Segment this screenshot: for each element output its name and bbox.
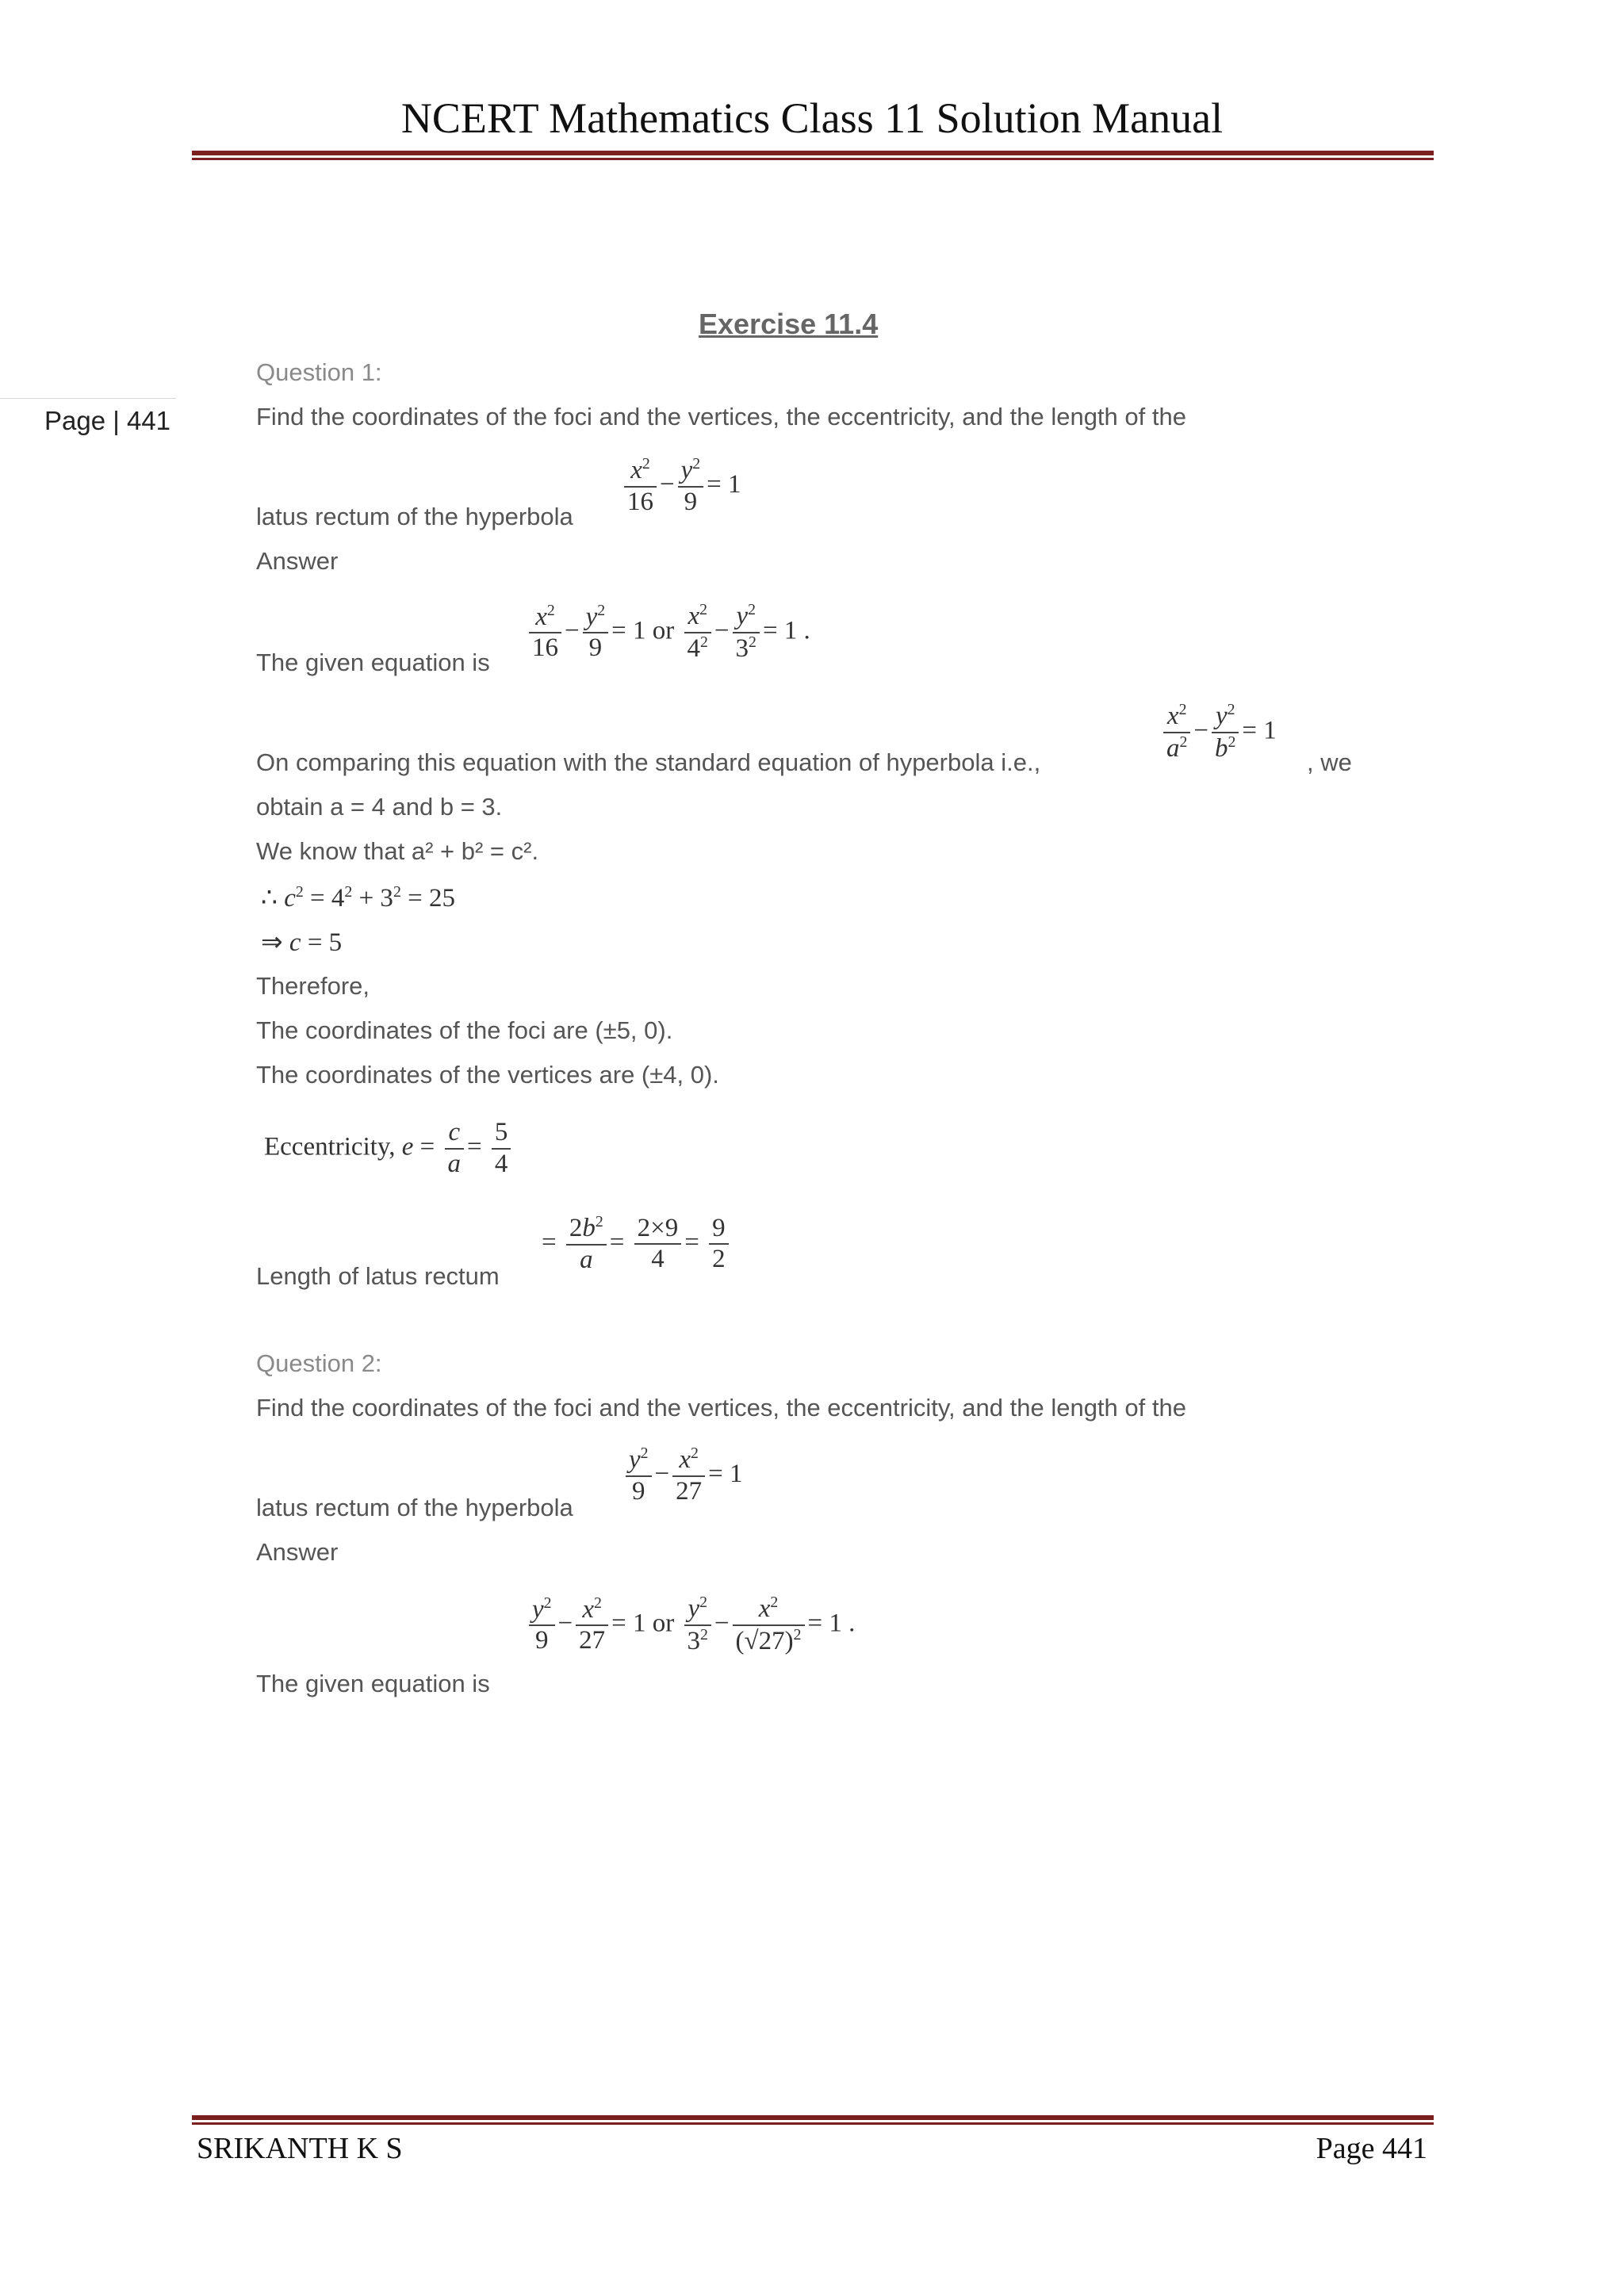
document-header-title: NCERT Mathematics Class 11 Solution Manual (400, 94, 1224, 142)
c-squared-computation: ∴ $c^2 = 4^2 + 3^2 = 25$ (261, 883, 455, 913)
latus-rectum-label: Length of latus rectum (256, 1262, 500, 1290)
question-2-text-line2: latus rectum of the hyperbola (256, 1494, 573, 1521)
eccentricity-label: Eccentricity, (264, 1132, 396, 1161)
question-2-heading: Question 2: (256, 1349, 382, 1377)
exercise-title: Exercise 11.4 (699, 308, 879, 340)
comparison-text: On comparing this equation with the standard equation of hyperbola i.e., (256, 748, 1041, 776)
answer-label-2: Answer (256, 1538, 339, 1566)
question-2-text: Find the coordinates of the foci and the vertices, the eccentricity, and the length of the (256, 1394, 1186, 1422)
margin-divider (0, 398, 176, 399)
eccentricity-equation: Eccentricity, e = $\frac{c}{a}$ = $\frac{5}{4}$ (264, 1118, 514, 1180)
therefore-text: Therefore, (256, 972, 370, 1000)
answer-label-1: Answer (256, 547, 339, 575)
given-equation-2: $\frac{y^2}{9}$ − $\frac{x^2}{27}$ = 1 or $\frac{y^2}{3^2}$ − $\frac{x^2}{(√27)^2}$ = 1 . (526, 1594, 855, 1657)
identity-text: We know that a² + b² = c². (256, 837, 539, 865)
footer-rule (192, 2115, 1434, 2120)
footer-page-number: Page 441 (1316, 2132, 1427, 2165)
footer-author: SRIKANTH K S (197, 2132, 403, 2165)
question-1-text: Find the coordinates of the foci and the vertices, the eccentricity, and the length of the (256, 403, 1186, 430)
given-equation-label-1: The given equation is (256, 649, 490, 676)
given-equation-label-2: The given equation is (256, 1670, 490, 1697)
question-1-text-line2: latus rectum of the hyperbola (256, 503, 573, 530)
question-1-heading: Question 1: (256, 358, 382, 386)
obtain-values-text: obtain a = 4 and b = 3. (256, 793, 503, 821)
c-value: ⇒ c = 5 (261, 928, 343, 957)
header-rule-thin (192, 158, 1434, 160)
footer-rule-thin (192, 2122, 1434, 2125)
vertices-result: The coordinates of the vertices are (±4, 0). (256, 1061, 719, 1089)
comparison-text-end: , we (1307, 748, 1352, 776)
given-equation-1: $\frac{x^2}{16}$ − $\frac{y^2}{9}$ = 1 or $\frac{x^2}{4^2}$ − $\frac{y^2}{3^2}$ = 1 . (526, 601, 810, 664)
foci-result: The coordinates of the foci are (±5, 0). (256, 1016, 673, 1044)
latus-rectum-equation: = $\frac{2b^2}{a}$ = $\frac{2\times 9}{4}$ = $\frac{9}{2}$ (542, 1213, 732, 1276)
hyperbola-equation-2: $\frac{y^2}{9}$ − $\frac{x^2}{27}$ = 1 (622, 1445, 743, 1507)
hyperbola-equation-1: $\frac{x^2}{16}$ − $\frac{y^2}{9}$ = 1 (621, 455, 741, 518)
margin-page-label: Page | 441 (44, 406, 171, 435)
standard-hyperbola-equation: $\frac{x^2}{a^2}$ − $\frac{y^2}{b^2}$ = 1 (1160, 701, 1277, 764)
header-rule (192, 151, 1434, 155)
